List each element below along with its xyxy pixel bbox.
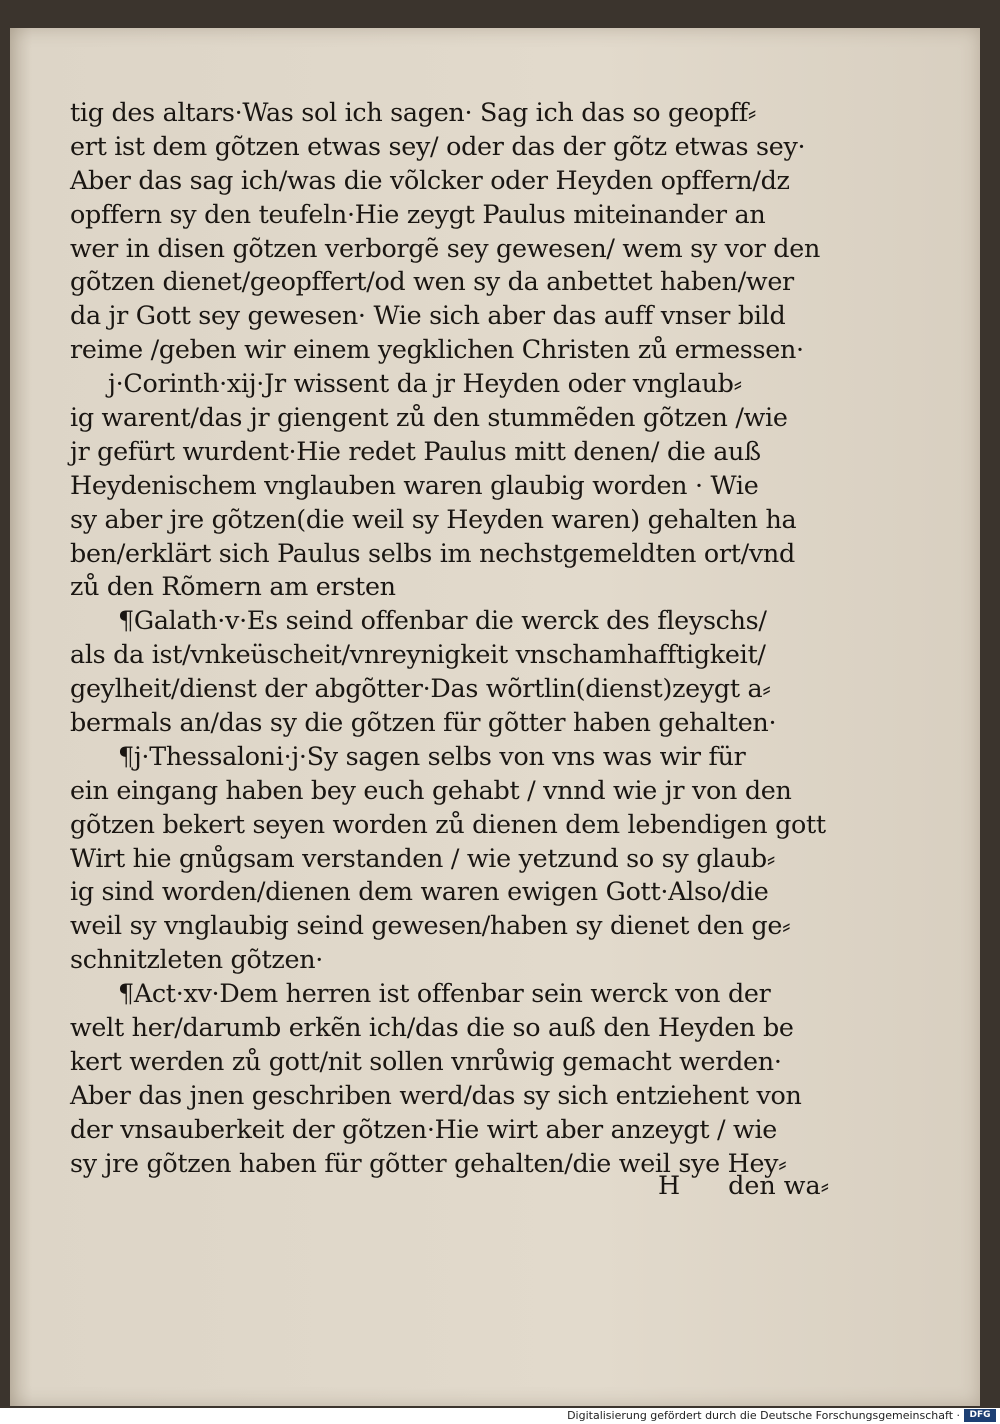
text-line: wer in disen gõtzen verborgẽ sey gewesen/ wem sy vor den [70,232,821,263]
text-line: ig sind worden/dienen dem waren ewigen Gott·Also/die [70,876,769,907]
page-text [70,96,840,1181]
text-line: schnitzleten gõtzen· [70,944,324,975]
text-line: als da ist/vnkeüscheit/vnreynigkeit vnschamhafftigkeit/ [70,639,766,670]
text-line: reime /geben wir einem yegklichen Christen zů ermessen· [70,334,804,365]
footer-bar [0,1408,1000,1424]
text-line: ¶Act·xv·Dem herren ist offenbar sein werck von der [118,978,771,1009]
catchword: den wa⸗ [728,1170,830,1200]
text-line: ert ist dem gõtzen etwas sey/ oder das der gõtz etwas sey· [70,130,806,161]
signature-line [658,1170,829,1201]
text-line: Aber das jnen geschriben werd/das sy sich entziehent von [70,1079,802,1110]
text-line: welt her/darumb erkẽn ich/das die so auß den Heyden be [70,1012,794,1043]
text-line: der vnsauberkeit der gõtzen·Hie wirt aber anzeygt / wie [70,1113,778,1144]
text-line: sy jre gõtzen haben für gõtter gehalten/die weil sye Hey⸗ [70,1147,787,1178]
text-line: zů den Rõmern am ersten [70,571,396,602]
text-line: Wirt hie gnůgsam verstanden / wie yetzund so sy glaub⸗ [70,842,775,873]
text-line: ig warent/das jr giengent zů den stummẽden gõtzen /wie [70,402,788,433]
text-line: da jr Gott sey gewesen· Wie sich aber das auff vnser bild [70,300,786,331]
text-line: gõtzen bekert seyen worden zů dienen dem lebendigen gott [70,808,826,839]
text-line: weil sy vnglaubig seind gewesen/haben sy dienet den ge⸗ [70,910,791,941]
text-line: bermals an/das sy die gõtzen für gõtter haben gehalten· [70,707,777,738]
text-line: geylheit/dienst der abgõtter·Das wõrtlin(dienst)zeygt a⸗ [70,673,771,704]
text-line: tig des altars·Was sol ich sagen· Sag ich das so geopff⸗ [70,97,756,127]
text-line: sy aber jre gõtzen(die weil sy Heyden waren) gehalten ha [70,503,797,534]
text-line: ¶j·Thessaloni·j·Sy sagen selbs von vns was wir für [118,740,746,771]
funding-credit: Digitalisierung gefördert durch die Deutsche Forschungsgemeinschaft · [567,1409,960,1422]
text-line: ¶Galath·v·Es seind offenbar die werck des fleyschs/ [118,605,767,636]
dfg-logo-icon: DFG [964,1409,996,1422]
text-line: jr gefürt wurdent·Hie redet Paulus mitt denen/ die auß [70,435,761,466]
text-line: Heydenischem vnglauben waren glaubig worden · Wie [70,469,759,500]
text-line: ben/erklärt sich Paulus selbs im nechstgemeldten ort/vnd [70,537,795,568]
text-line: ein eingang haben bey euch gehabt / vnnd wie jr von den [70,774,792,805]
text-line: opffern sy den teufeln·Hie zeygt Paulus miteinander an [70,198,766,229]
signature-mark: H [658,1170,681,1200]
text-line: kert werden zů gott/nit sollen vnrůwig gemacht werden· [70,1045,782,1076]
text-line: Aber das sag ich/was die võlcker oder Heyden opffern/dz [70,164,790,195]
text-line: j·Corinth·xij·Jr wissent da jr Heyden oder vnglaub⸗ [108,368,742,399]
text-line: gõtzen dienet/geopffert/od wen sy da anbettet haben/wer [70,266,794,297]
